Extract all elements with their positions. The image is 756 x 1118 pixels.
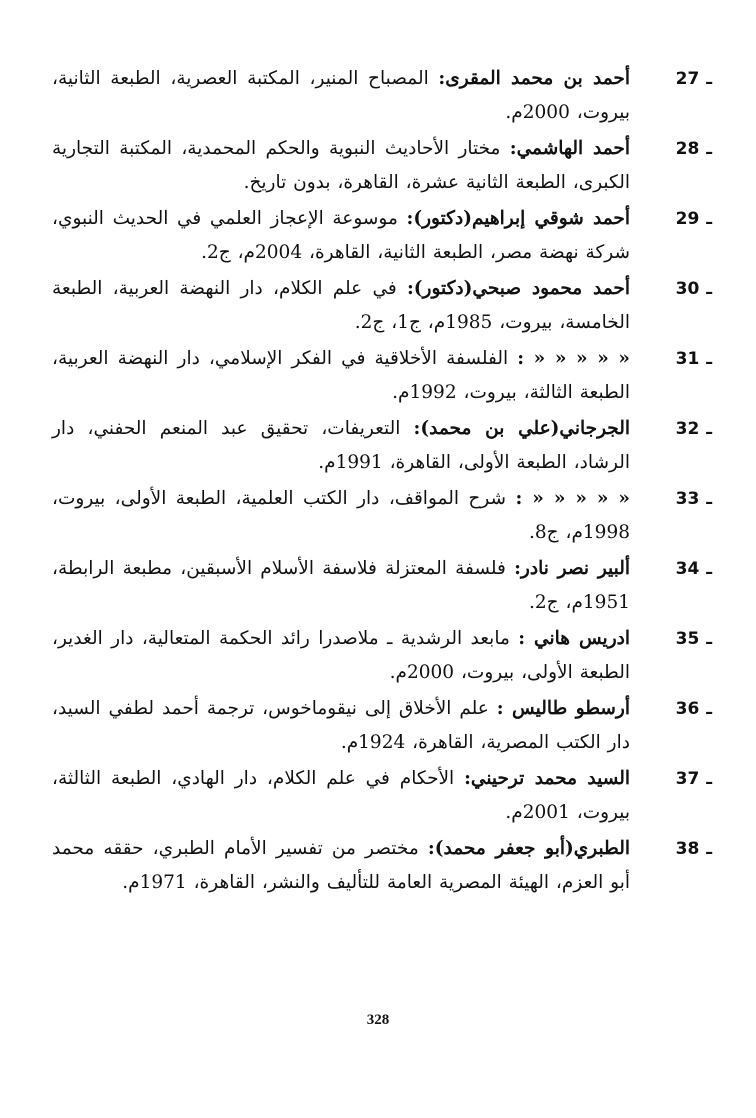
entry-details: علم الأخلاق إلى نيقوماخوس، ترجمة أحمد لطفي السيد، دار الكتب المصرية، القاهرة، 1924م. bbox=[52, 698, 630, 753]
entry-details: التعريفات، تحقيق عبد المنعم الحفني، دار الرشاد، الطبعة الأولى، القاهرة، 1991م. bbox=[52, 418, 630, 473]
bibliography-entry bbox=[52, 622, 712, 690]
entry-details: فلسفة المعتزلة فلاسفة الأسلام الأسبقين، مطبعة الرابطة، 1951م، ج2. bbox=[52, 558, 630, 613]
bibliography-entry bbox=[52, 202, 712, 270]
entry-number: 28 ـ bbox=[675, 139, 712, 159]
entry-number: 34 ـ bbox=[675, 559, 712, 579]
entry-number: 30 ـ bbox=[675, 279, 712, 299]
bibliography-entry bbox=[52, 762, 712, 830]
entry-details: موسوعة الإعجاز العلمي في الحديث النبوي، شركة نهضة مصر، الطبعة الثانية، القاهرة، 2004م، ج2. bbox=[52, 208, 630, 263]
entry-author: « « « « « : bbox=[515, 488, 630, 509]
entry-author: أحمد بن محمد المقرى: bbox=[438, 68, 630, 89]
entry-number: 36 ـ bbox=[675, 699, 712, 719]
entry-number: 29 ـ bbox=[675, 209, 712, 229]
entry-details: مختصر من تفسير الأمام الطبري، حققه محمد أبو العزم، الهيئة المصرية العامة للتأليف والنشر، القاهرة، 1971م. bbox=[52, 838, 630, 893]
entry-number: 38 ـ bbox=[675, 839, 712, 859]
entry-author: أحمد شوقي إبراهيم(دكتور): bbox=[406, 208, 630, 229]
bibliography-entry bbox=[52, 272, 712, 340]
entry-details: مابعد الرشدية ـ ملاصدرا رائد الحكمة المتعالية، دار الغدير، الطبعة الأولى، بيروت، 2000م. bbox=[52, 628, 630, 683]
bibliography-entry bbox=[52, 832, 712, 900]
entry-details: المصباح المنير، المكتبة العصرية، الطبعة الثانية، بيروت، 2000م. bbox=[52, 68, 630, 123]
entry-details: في علم الكلام، دار النهضة العربية، الطبعة الخامسة، بيروت، 1985م، ج1، ج2. bbox=[52, 278, 630, 333]
entry-author: أحمد محمود صبحي(دكتور): bbox=[406, 278, 630, 299]
bibliography-entry bbox=[52, 342, 712, 410]
entry-author: ادريس هاني : bbox=[518, 628, 631, 649]
bibliography-entry bbox=[52, 692, 712, 760]
entry-author: السيد محمد ترحيني: bbox=[464, 768, 630, 789]
entry-author: أرسطو طاليس : bbox=[496, 698, 630, 719]
entry-details: مختار الأحاديث النبوية والحكم المحمدية، المكتبة التجارية الكبرى، الطبعة الثانية عشرة، القاهرة، بدون تاريخ. bbox=[52, 138, 630, 193]
entry-number: 31 ـ bbox=[675, 349, 712, 369]
bibliography-entry bbox=[52, 412, 712, 480]
entry-details: شرح المواقف، دار الكتب العلمية، الطبعة الأولى، بيروت، 1998م، ج8. bbox=[52, 488, 630, 543]
page-number: 328 bbox=[366, 1012, 390, 1028]
entry-number: 27 ـ bbox=[675, 69, 712, 89]
entry-author: ألبير نصر نادر: bbox=[514, 558, 630, 579]
entry-author: الجرجاني(علي بن محمد): bbox=[413, 418, 630, 439]
entry-details: الفلسفة الأخلاقية في الفكر الإسلامي، دار النهضة العربية، الطبعة الثالثة، بيروت، 1992م. bbox=[52, 348, 630, 403]
bibliography-entry bbox=[52, 552, 712, 620]
entry-details: الأحكام في علم الكلام، دار الهادي، الطبعة الثالثة، بيروت، 2001م. bbox=[52, 768, 630, 823]
bibliography-entry bbox=[52, 132, 712, 200]
entry-number: 35 ـ bbox=[675, 629, 712, 649]
entry-author: « « « « « : bbox=[517, 348, 630, 369]
bibliography-entry bbox=[52, 62, 712, 130]
entry-number: 33 ـ bbox=[675, 489, 712, 509]
entry-number: 37 ـ bbox=[675, 769, 712, 789]
entry-author: أحمد الهاشمي: bbox=[509, 138, 630, 159]
bibliography-list bbox=[52, 62, 712, 902]
entry-number: 32 ـ bbox=[675, 419, 712, 439]
bibliography-entry bbox=[52, 482, 712, 550]
entry-author: الطبري(أبو جعفر محمد): bbox=[427, 838, 630, 859]
